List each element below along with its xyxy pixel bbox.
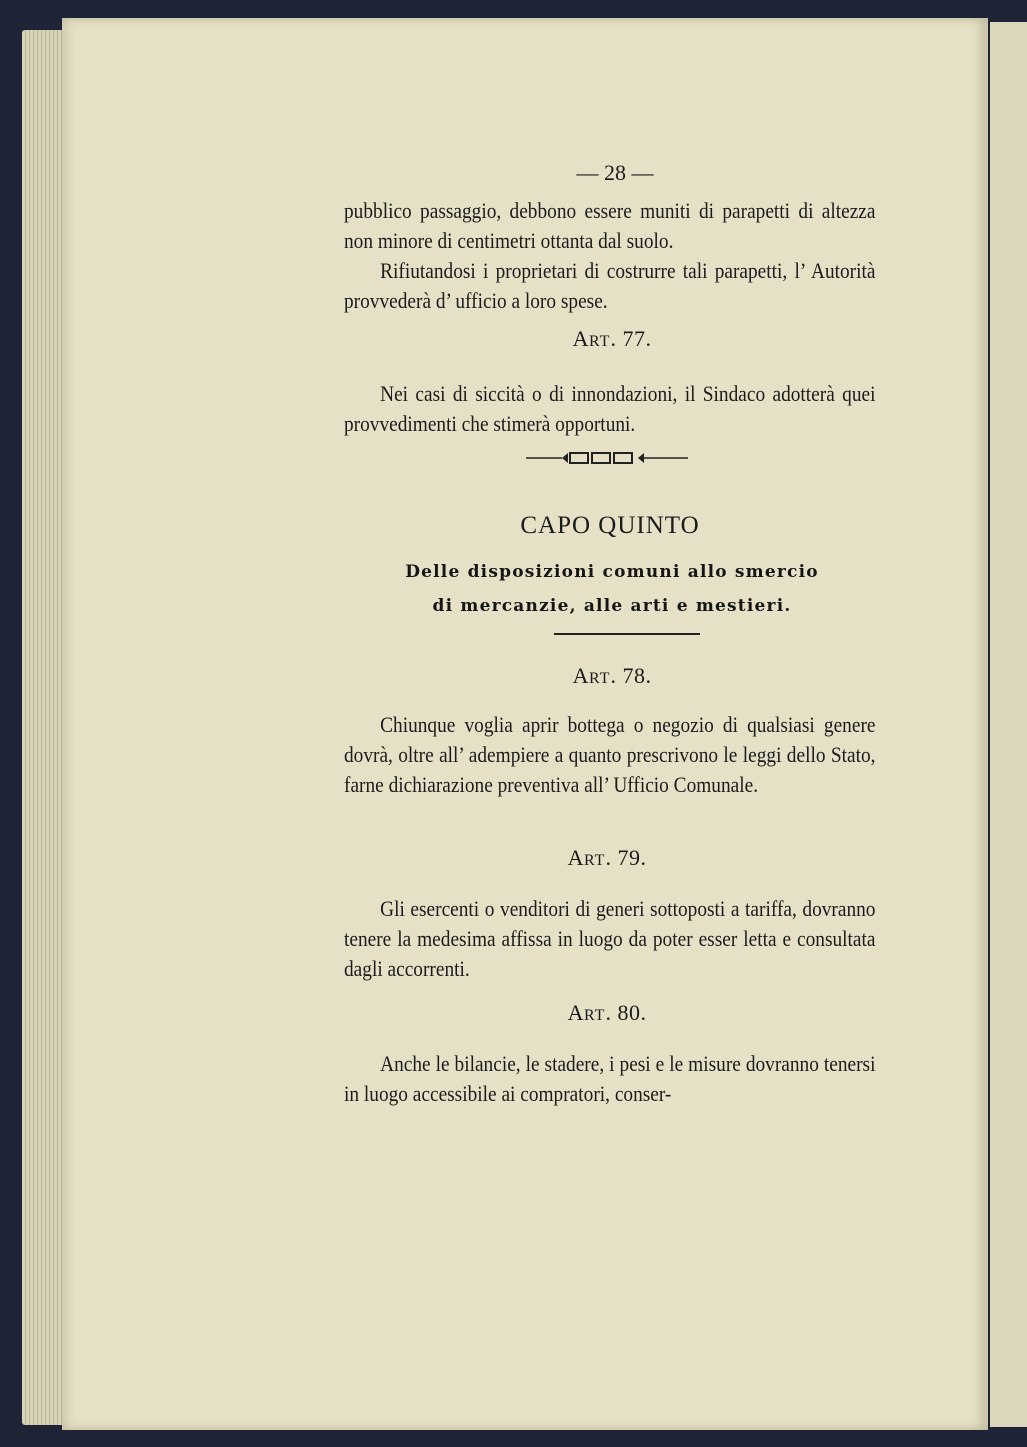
paragraph-block-5 xyxy=(344,1049,876,1109)
chapter-title: CAPO QUINTO xyxy=(520,512,700,539)
article-heading: ART. 77. xyxy=(572,326,652,351)
chapter-subtitle-line2: di mercanzie, alle arti e mestieri. xyxy=(432,596,792,616)
paragraph: Anche le bilancie, le stadere, i pesi e le misure dovranno tenersi in luogo accessibile ai compratori, conser- xyxy=(344,1051,876,1106)
facing-page-edge xyxy=(990,22,1027,1427)
chapter-subtitle-line1: Delle disposizioni comuni allo smercio xyxy=(405,562,819,582)
paragraph: pubblico passaggio, debbono essere muniti di parapetti di altezza non minore di centimetri ottanta dal suolo. xyxy=(344,198,876,253)
paragraph: Chiunque voglia aprir bottega o negozio di qualsiasi genere dovrà, oltre all’ adempiere a quanto prescrivono le leggi dello Stato, farne dichiarazione preventiva all’ Ufficio Comunale. xyxy=(344,712,876,797)
paragraph: Nei casi di siccità o di innondazioni, il Sindaco adotterà quei provvedimenti che stimerà opportuni. xyxy=(344,381,876,436)
paragraph-block-4 xyxy=(344,894,876,984)
paragraph: Gli esercenti o venditori di generi sottoposti a tariffa, dovranno tenere la medesima affissa in luogo da poter esser letta e consultata dagli accorrenti. xyxy=(344,896,876,981)
page-number: — 28 — xyxy=(576,160,654,185)
article-heading: ART. 79. xyxy=(567,845,647,870)
paragraph: Rifiutandosi i proprietari di costrurre tali parapetti, l’ Autorità provvederà d’ ufficio a loro spese. xyxy=(344,258,876,313)
paragraph-block-2 xyxy=(344,379,876,439)
article-heading: ART. 80. xyxy=(567,1000,647,1025)
ornament-divider-icon xyxy=(522,448,692,468)
article-heading: ART. 78. xyxy=(572,663,652,688)
paragraph-block-3 xyxy=(344,710,876,800)
paragraph-block-1 xyxy=(344,196,876,316)
section-rule xyxy=(554,633,700,635)
